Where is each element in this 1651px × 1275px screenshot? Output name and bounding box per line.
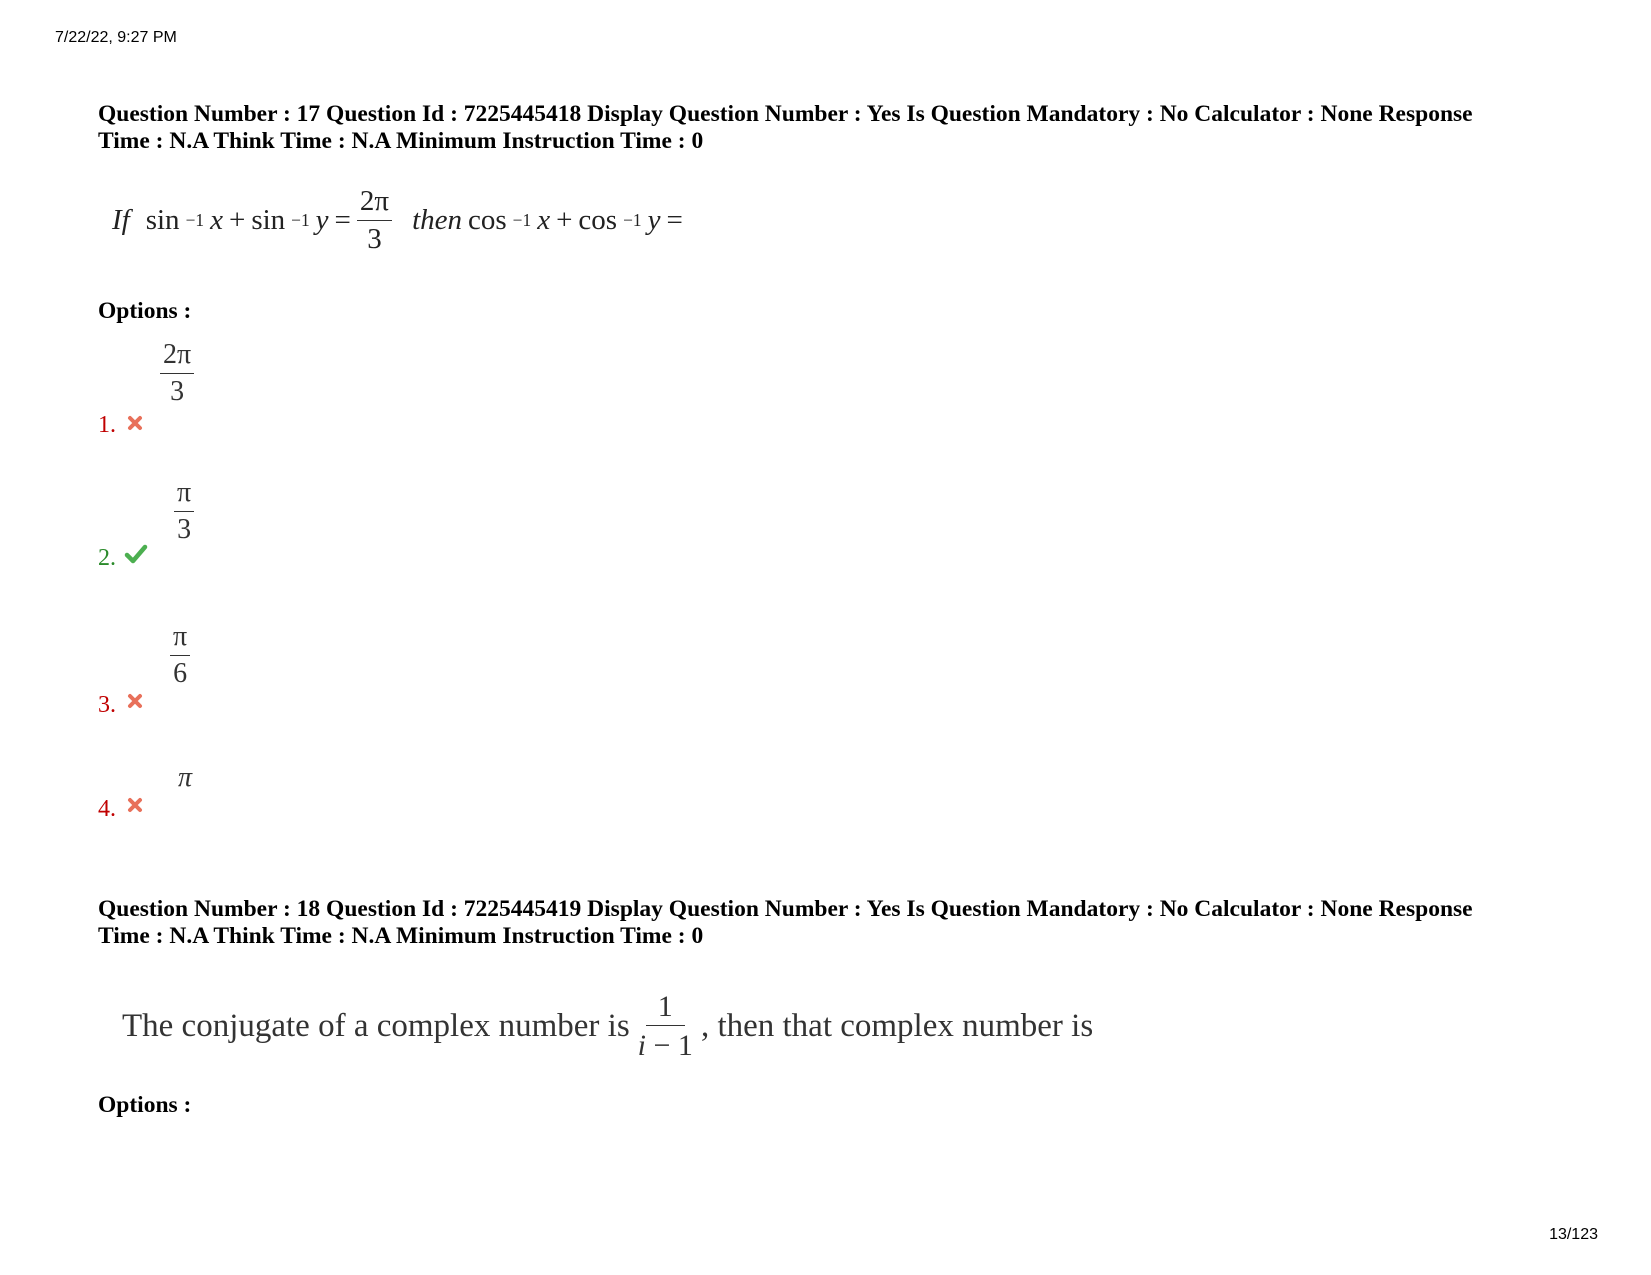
question-18-stem-fraction: $\frac{1}{i - 1}$ xyxy=(637,990,693,1062)
question-17-header-line2: Time : N.A Think Time : N.A Minimum Instruction Time : 0 xyxy=(98,128,704,154)
option-2-number: 2. xyxy=(98,545,116,571)
page-number: 13/123 xyxy=(1549,1226,1598,1243)
question-18-header xyxy=(98,896,1598,950)
print-timestamp: 7/22/22, 9:27 PM xyxy=(55,29,177,46)
question-18-stem: The conjugate of a complex number is $\frac{1}{i - 1}$ , then that complex number is xyxy=(122,990,1094,1062)
question-17-header-line1: Question Number : 17 Question Id : 7225445418 Display Question Number : Yes Is Question Mandatory : No Calculator : None Response xyxy=(98,101,1473,127)
cross-icon xyxy=(126,796,144,814)
option-3-number: 3. xyxy=(98,692,116,718)
cross-icon xyxy=(126,692,144,710)
option-1-number: 1. xyxy=(98,412,116,438)
option-3-value: $\frac{\pi}{6}$ xyxy=(170,622,190,690)
question-17-options-label: Options : xyxy=(98,298,192,324)
option-2-value: $\frac{\pi}{3}$ xyxy=(174,478,194,546)
question-18-header-line1: Question Number : 18 Question Id : 7225445419 Display Question Number : Yes Is Question Mandatory : No Calculator : None Response xyxy=(98,896,1473,922)
question-17-stem: If sin −1 x + sin −1 y = $\frac{2\pi}{3}$ then cos −1 x + cos −1 y = xyxy=(112,185,683,255)
question-17-header xyxy=(98,101,1598,155)
option-1-value: $\frac{2\pi}{3}$ xyxy=(160,340,194,408)
check-icon xyxy=(124,544,148,564)
question-18-header-line2: Time : N.A Think Time : N.A Minimum Instruction Time : 0 xyxy=(98,923,704,949)
cross-icon xyxy=(126,414,144,432)
option-4-value: π xyxy=(178,762,193,793)
question-18-options-label: Options : xyxy=(98,1092,192,1118)
question-17-stem-fraction: $\frac{2\pi}{3}$ xyxy=(357,186,392,256)
option-4-number: 4. xyxy=(98,796,116,822)
